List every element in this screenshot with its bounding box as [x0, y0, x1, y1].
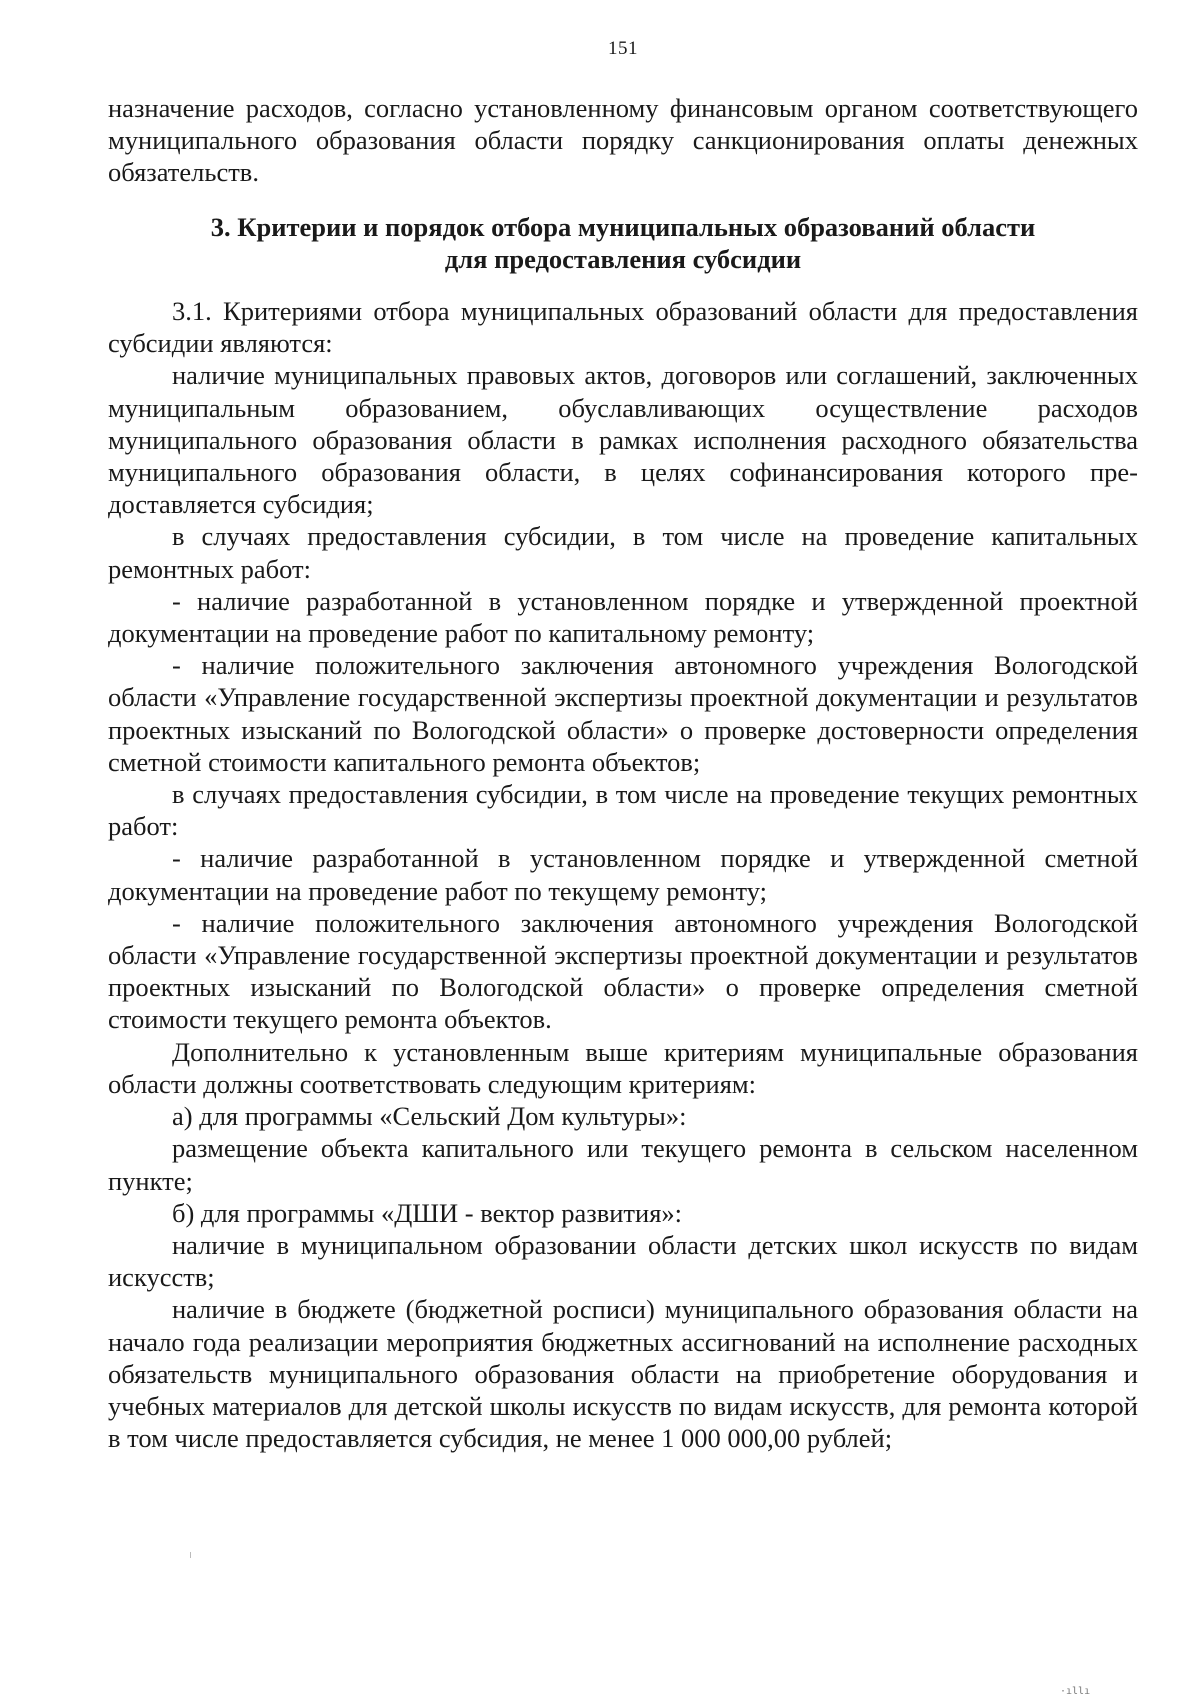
- paragraph: наличие муниципальных правовых актов, договоров или соглашений, заключенных муниципальным образованием, обуславливающих осуществление расходов муниципального образования области в рамках исполнения расходного обязательства муниципального образования области, в целях софинансирования которого предоставляется субсидия;: [108, 360, 1138, 520]
- section-title-line-1: 3. Критерии и порядок отбора муниципальных образований области: [210, 211, 1036, 242]
- paragraph: Дополнительно к установленным выше критериям муниципальные образования области должны соответствовать следующим критериям:: [108, 1036, 1138, 1099]
- intro-paragraph: назначение расходов, согласно установленному финансовым органом соответствующего муниципального образования области порядку санкционирования оплаты денежных обязательств.: [108, 93, 1138, 188]
- scan-tick-mark: [190, 1552, 191, 1558]
- paragraph: а) для программы «Сельский Дом культуры»:: [172, 1101, 687, 1132]
- page-number: 151: [608, 38, 638, 59]
- paragraph: в случаях предоставления субсидии, в том числе на проведение текущих ремонтных работ:: [108, 779, 1138, 842]
- section-title-line-2: для предоставления субсидии: [444, 243, 802, 274]
- paragraph: - наличие положительного заключения автономного учреждения Вологодской области «Управление государственной экспертизы проектной документации и результатов проектных изысканий по Вологодской области» о проверке определения сметной стоимости текущего ремонта объектов.: [108, 907, 1138, 1035]
- paragraph: 3.1. Критериями отбора муниципальных образований области для предоставления субсидии являются:: [108, 296, 1138, 359]
- paragraph: наличие в муниципальном образовании области детских школ искусств по видам искусств;: [108, 1229, 1138, 1293]
- paragraph: - наличие разработанной в установленном порядке и утвержденной сметной документации на проведение работ по текущему ремонту;: [108, 843, 1138, 906]
- scan-artifact: ·ıllı: [1060, 1686, 1091, 1697]
- paragraph: в случаях предоставления субсидии, в том числе на проведение капитальных ремонтных работ:: [108, 521, 1138, 584]
- paragraph: размещение объекта капитального или текущего ремонта в сельском населенном пункте;: [108, 1133, 1138, 1196]
- paragraph: - наличие положительного заключения автономного учреждения Вологодской области «Управление государственной экспертизы проектной документации и результатов проектных изысканий по Вологодской области» о проверке достоверности определения сметной стоимости капитального ремонта объектов;: [108, 650, 1138, 777]
- section-heading: [108, 211, 1138, 275]
- document-body: [108, 92, 1138, 1454]
- paragraph: наличие в бюджете (бюджетной росписи) муниципального образования области на начало года реализации мероприятия бюджетных ассигнований на исполнение расходных обязательств муниципального образования области на приобретение оборудования и учебных материалов для детской школы искусств по видам искусств, для ремонта которой в том числе предоставляется субсидия, не менее 1 000 000,00 рублей;: [108, 1294, 1138, 1454]
- document-page: [108, 0, 1138, 1697]
- paragraph: - наличие разработанной в установленном порядке и утвержденной проектной документации на проведение работ по капитальному ремонту;: [108, 585, 1138, 649]
- paragraph: б) для программы «ДШИ - вектор развития»:: [172, 1197, 682, 1228]
